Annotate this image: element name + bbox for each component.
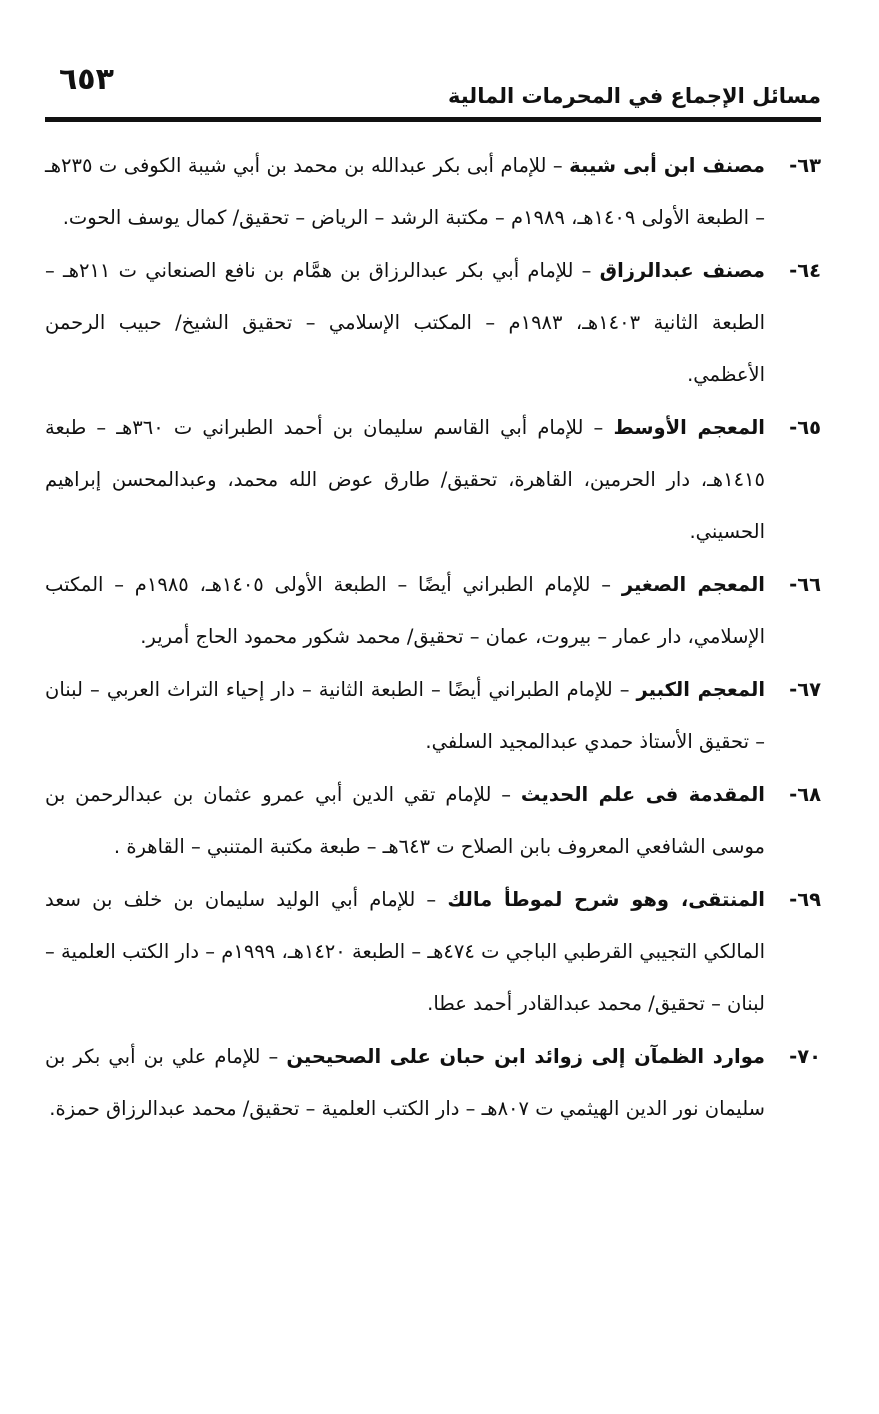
bibliography-entry xyxy=(45,245,821,401)
entry-number: ٧٠- xyxy=(789,1045,821,1068)
entry-number: ٦٧- xyxy=(789,678,821,701)
entry-title: موارد الظمآن إلى زوائد ابن حبان على الصحيحين xyxy=(286,1045,765,1068)
entry-title: المقدمة فى علم الحديث xyxy=(520,783,765,806)
page-header xyxy=(45,62,821,122)
bibliography-entry xyxy=(45,140,821,244)
entry-title: المعجم الصغير xyxy=(621,573,765,596)
entry-number: ٦٤- xyxy=(789,259,821,282)
entry-number: ٦٥- xyxy=(789,416,821,439)
bibliography-entry xyxy=(45,1031,821,1135)
entry-number: ٦٦- xyxy=(789,573,821,596)
bibliography-entry xyxy=(45,664,821,768)
entry-title: المنتقى، وهو شرح لموطأ مالك xyxy=(447,888,765,911)
bibliography-entry xyxy=(45,874,821,1030)
entry-text: – للإمام أبي القاسم سليمان بن أحمد الطبراني ت ٣٦٠هـ – طبعة ١٤١٥هـ، دار الحرمين، القاهرة، تحقيق/ طارق عوض الله محمد، وعبدالمحسن إبراهيم الحسيني. xyxy=(45,416,765,543)
bibliography-entry xyxy=(45,559,821,663)
entry-text: – للإمام أبي بكر عبدالرزاق بن همَّام بن نافع الصنعاني ت ٢١١هـ – الطبعة الثانية ١٤٠٣هـ، ١٩٨٣م – المكتب الإسلامي – تحقيق الشيخ/ حبيب الرحمن الأعظمي. xyxy=(45,259,765,386)
entry-number: ٦٨- xyxy=(789,783,821,806)
page-number: ٦٥٣ xyxy=(59,62,114,97)
running-title: مسائل الإجماع في المحرمات المالية xyxy=(448,84,821,108)
entry-text: – للإمام الطبراني أيضًا – الطبعة الأولى ١٤٠٥هـ، ١٩٨٥م – المكتب الإسلامي، دار عمار – بيروت، عمان – تحقيق/ محمد شكور محمود الحاج أمرير. xyxy=(45,573,765,648)
entry-number: ٦٣- xyxy=(789,154,821,177)
entry-title: مصنف عبدالرزاق xyxy=(599,259,765,282)
header-rule xyxy=(45,117,821,122)
entry-text: – للإمام تقي الدين أبي عمرو عثمان بن عبدالرحمن بن موسى الشافعي المعروف بابن الصلاح ت ٦٤٣هـ – طبعة مكتبة المتنبي – القاهرة . xyxy=(45,783,765,858)
bibliography-entry xyxy=(45,402,821,558)
bibliography-entry xyxy=(45,769,821,873)
entry-number: ٦٩- xyxy=(789,888,821,911)
entry-text: – للإمام الطبراني أيضًا – الطبعة الثانية – دار إحياء التراث العربي – لبنان – تحقيق الأستاذ حمدي عبدالمجيد السلفي. xyxy=(45,678,765,753)
entry-text: – للإمام أبي الوليد سليمان بن خلف بن سعد المالكي التجيبي القرطبي الباجي ت ٤٧٤هـ – الطبعة ١٤٢٠هـ، ١٩٩٩م – دار الكتب العلمية – لبنان – تحقيق/ محمد عبدالقادر أحمد عطا. xyxy=(45,888,766,1015)
entry-text: – للإمام أبى بكر عبدالله بن محمد بن أبي شيبة الكوفى ت ٢٣٥هـ – الطبعة الأولى ١٤٠٩هـ، ١٩٨٩م – مكتبة الرشد – الرياض – تحقيق/ كمال يوسف الحوت. xyxy=(45,154,765,229)
bibliography-list xyxy=(45,140,821,1136)
entry-title: مصنف ابن أبى شيبة xyxy=(569,154,765,177)
entry-text: – للإمام علي بن أبي بكر بن سليمان نور الدين الهيثمي ت ٨٠٧هـ – دار الكتب العلمية – تحقيق/ محمد عبدالرزاق حمزة. xyxy=(45,1045,765,1120)
entry-title: المعجم الأوسط xyxy=(613,416,765,439)
entry-title: المعجم الكبير xyxy=(636,678,765,701)
